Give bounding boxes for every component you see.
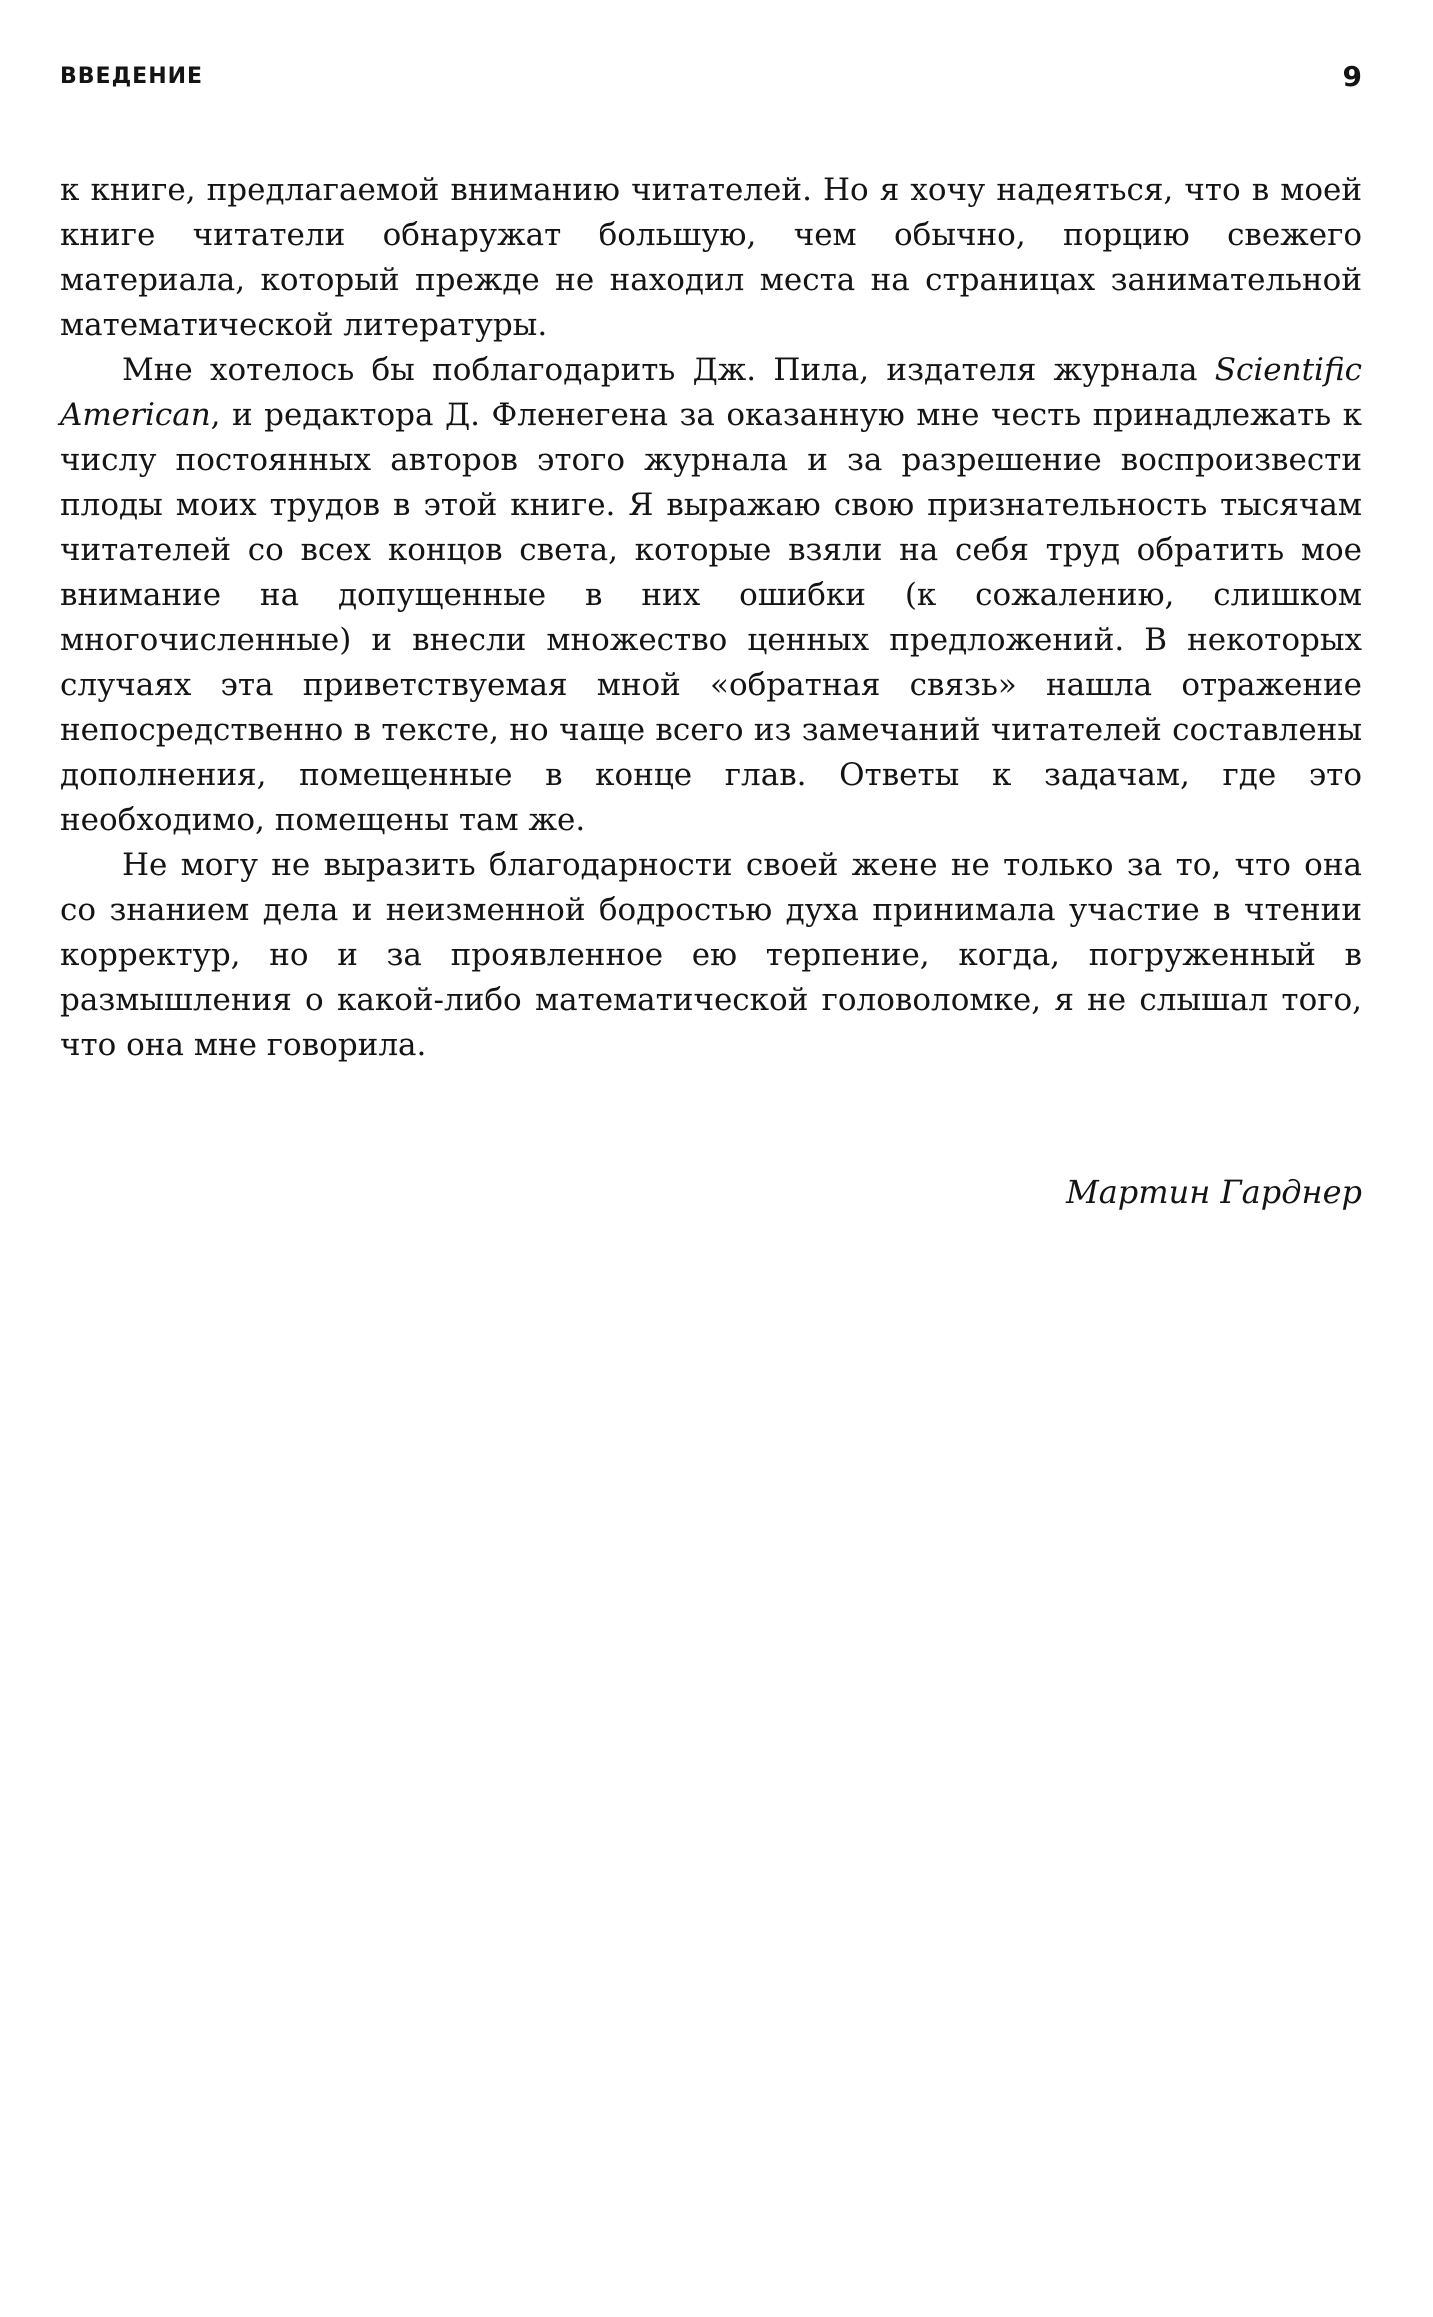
running-title: ВВЕДЕНИЕ — [60, 64, 204, 89]
paragraph-continuation: к книге, предлагаемой вниманию читателей. Но я хочу надеяться, что в моей книге читатели обнаружат большую, чем обычно, порцию свежего материала, который прежде не находил места на страницах занимательной математической литературы. — [60, 172, 1362, 343]
author-signature: Мартин Гарднер — [1065, 1173, 1362, 1211]
paragraph-text-part: Мне хотелось бы поблагодарить Дж. Пила, издателя журнала — [122, 352, 1215, 388]
paragraph-text-part: , и редактора Д. Фленегена за оказанную мне честь принадлежать к числу постоянных авторов этого журнала и за разрешение воспроизвести плоды моих трудов в этой книге. Я выражаю свою признательность тысячам читателей со всех концов света, которые взяли на себя труд обратить мое внимание на допущенные в них ошибки (к сожалению, слишком многочисленные) и внесли множество ценных предложений. В некоторых случаях эта приветствуемая мной «обратная связь» нашла отражение непосредственно в тексте, но чаще всего из замечаний читателей составлены дополнения, помещенные в конце глав. Ответы к задачам, где это необходимо, помещены там же. — [60, 397, 1362, 838]
paragraph-acknowledgements — [60, 348, 1362, 843]
body-text — [60, 168, 1362, 1068]
book-page — [60, 0, 1362, 2317]
page-number: 9 — [1342, 60, 1362, 93]
running-header — [60, 60, 1362, 100]
paragraph-wife-thanks: Не могу не выразить благодарности своей жене не только за то, что она со знанием дела и неизменной бодростью духа принимала участие в чтении корректур, но и за проявленное ею терпение, когда, погруженный в размышления о какой-либо математической головоломке, я не слышал того, что она мне говорила. — [60, 847, 1362, 1063]
journal-title: Scientific American — [60, 352, 1362, 433]
